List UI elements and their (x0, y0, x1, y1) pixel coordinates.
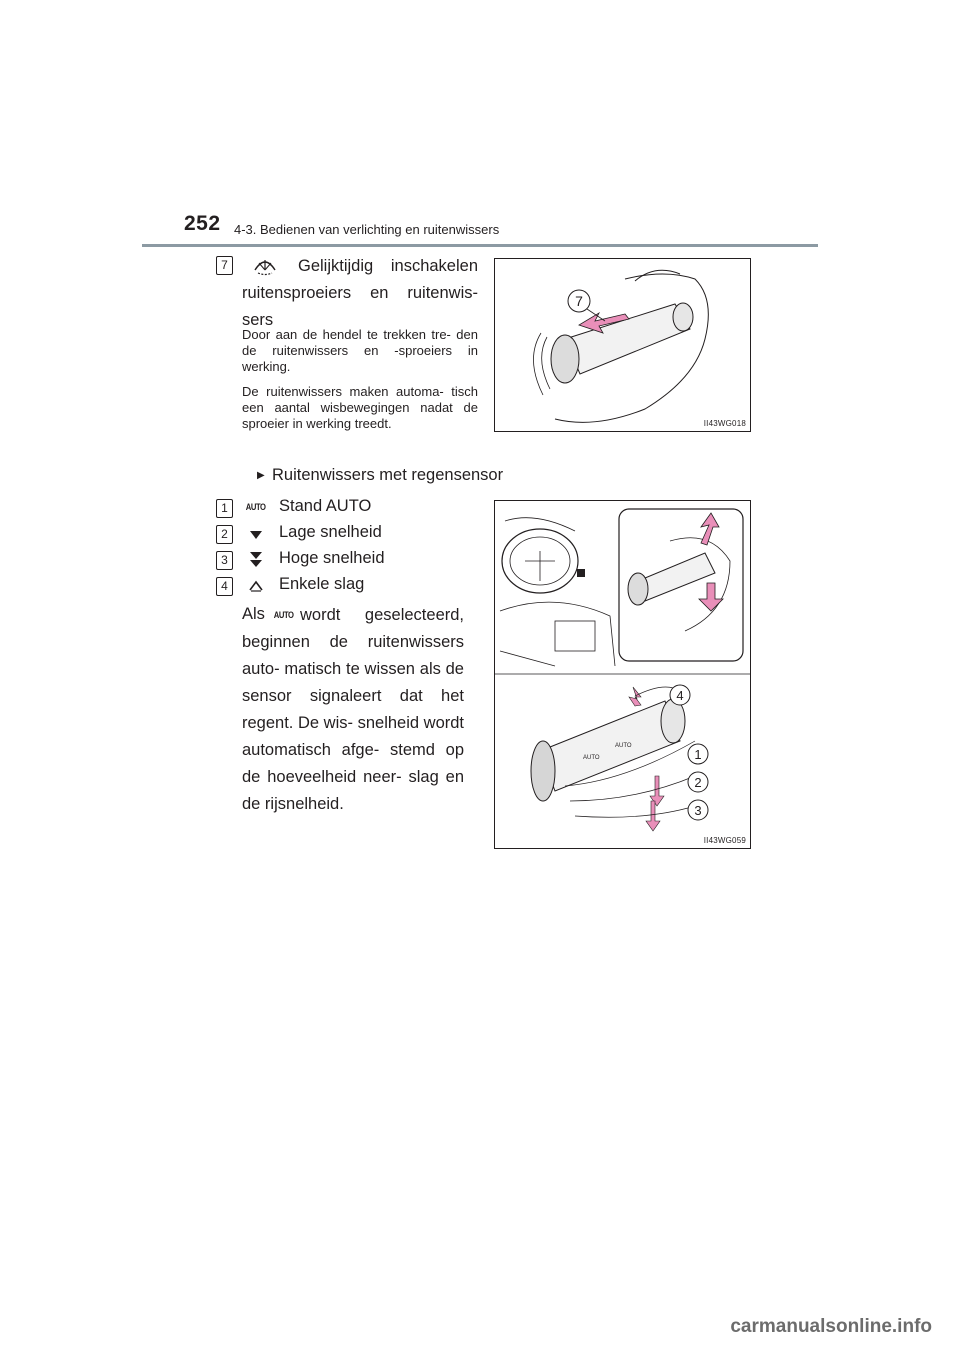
item-7-number: 7 (216, 256, 233, 275)
item-1-number: 1 (216, 499, 233, 518)
svg-text:AUTO: AUTO (615, 743, 632, 749)
figure-wiper-lever-pull (494, 258, 751, 432)
watermark: carmanualsonline.info (730, 1316, 932, 1337)
item-2-label: Lage snelheid (279, 523, 382, 541)
up-chevron-icon (249, 580, 263, 592)
auto-inline-icon: AUTO (273, 610, 294, 620)
rain-sensor-paragraph: wordt geselecteerd, beginnen de ruitenwissers auto- matisch te wissen als de sensor signaleert dat het regent. De wis- snelheid wordt automatisch afge- stemd op de hoeveelheid neer- slag en de rijsnelheid. (242, 606, 464, 813)
item-2-number: 2 (216, 525, 233, 544)
section-title: 4-3. Bedienen van verlichting en ruitenwissers (234, 222, 500, 237)
item-4-label: Enkele slag (279, 575, 365, 593)
bullet-triangle-icon: ▶ (257, 470, 265, 481)
figure-2-callout-3: 3 (694, 803, 702, 818)
rain-sensor-lever-illustration (495, 501, 750, 848)
item-7-heading: Gelijktijdig inschakelen ruitensproeiers en ruitenwis- sers (242, 257, 478, 329)
rain-sensor-heading: Ruitenwissers met regensensor (272, 466, 504, 484)
item-1-label: Stand AUTO (279, 497, 372, 515)
single-down-arrow-icon (249, 530, 263, 540)
figure-1-id: II43WG018 (703, 419, 746, 428)
header-rule (142, 244, 818, 247)
paragraph-prefix: Als (242, 605, 265, 623)
figure-2-callout-4: 4 (676, 688, 684, 703)
page-number: 252 (184, 212, 221, 235)
figure-rain-sensor-lever (494, 500, 751, 849)
item-3-number: 3 (216, 551, 233, 570)
item-7-note-2: De ruitenwissers maken automa- tisch een aantal wisbewegingen nadat de sproeier in werking treedt. (242, 384, 478, 431)
figure-1-callout: 7 (575, 293, 583, 309)
wiper-lever-pull-illustration (495, 259, 750, 431)
svg-text:AUTO: AUTO (583, 755, 600, 761)
auto-icon: AUTO (245, 502, 266, 512)
double-down-arrow-icon (249, 551, 263, 569)
item-4-number: 4 (216, 577, 233, 596)
figure-2-callout-1: 1 (694, 747, 702, 762)
item-3-label: Hoge snelheid (279, 549, 385, 567)
figure-2-id: II43WG059 (703, 836, 746, 845)
figure-2-callout-2: 2 (694, 775, 702, 790)
item-7-note-1: Door aan de hendel te trekken tre- den de ruitenwissers en -sproeiers in werking. (242, 327, 478, 374)
